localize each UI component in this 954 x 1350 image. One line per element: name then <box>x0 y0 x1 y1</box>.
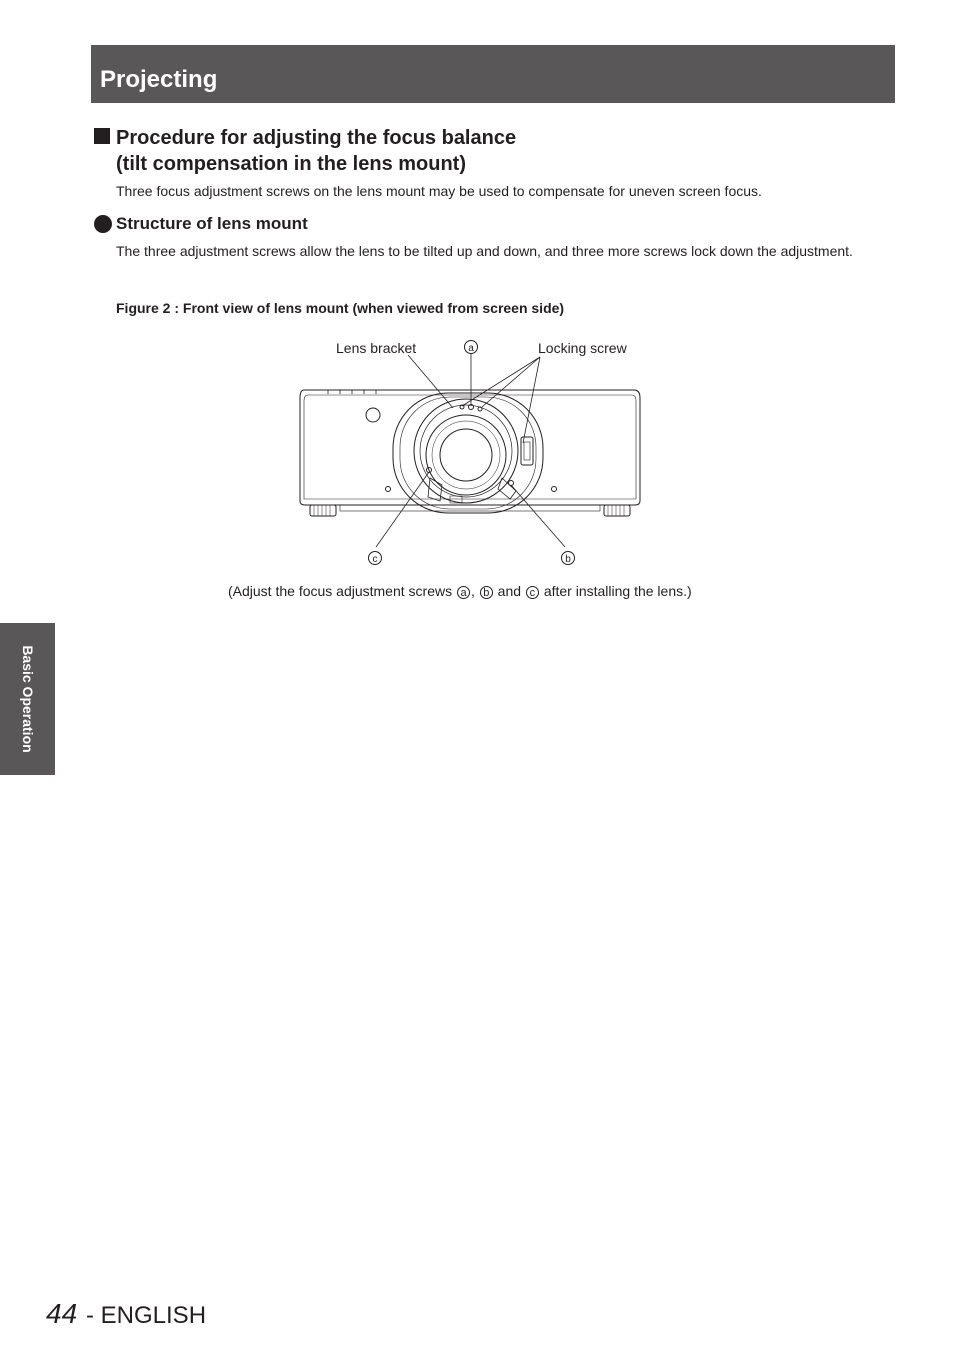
section-title <box>116 125 816 177</box>
note-and: and <box>497 583 522 599</box>
label-locking-screw: Locking screw <box>538 340 627 356</box>
label-lens-bracket: Lens bracket <box>336 340 417 356</box>
note-circled-c: c <box>526 586 539 599</box>
leader-c <box>376 472 429 547</box>
lens-latch <box>521 437 533 465</box>
label-b: b <box>565 554 571 565</box>
leader-lens-bracket <box>408 355 453 408</box>
leader-b <box>511 485 565 547</box>
section-title-line-1: Procedure for adjusting the focus balance <box>116 127 517 149</box>
figure-caption: Figure 2 : Front view of lens mount (when viewed from screen side) <box>116 300 565 316</box>
top-vents <box>328 390 376 394</box>
projector-inner-outline <box>304 395 636 499</box>
section-header-bar <box>91 45 895 103</box>
sensor-circle <box>366 408 380 422</box>
note-prefix: (Adjust the focus adjustment screws <box>228 583 453 599</box>
subsection-title: Structure of lens mount <box>116 214 308 233</box>
page-title: Projecting <box>100 66 218 93</box>
section-intro: Three focus adjustment screws on the lens mount may be used to compensate for uneven screen focus. <box>116 183 762 199</box>
page-number: 44 <box>46 1298 78 1329</box>
small-dot-left <box>386 487 391 492</box>
side-tab-label: Basic Operation <box>19 645 36 753</box>
label-c: c <box>372 554 378 565</box>
lens-inner <box>440 429 492 481</box>
side-tab-basic-operation <box>0 623 55 775</box>
screw-top-2 <box>478 407 482 411</box>
subsection-text: The three adjustment screws allow the lens to be tilted up and down, and three more screws lock down the adjustment. <box>116 243 853 259</box>
tab-lower-left <box>428 478 442 501</box>
projector-body <box>300 390 640 505</box>
note-circled-a: a <box>457 586 470 599</box>
small-dot-right <box>552 487 557 492</box>
lens-mount-figure <box>290 333 660 573</box>
note-suffix: after installing the lens.) <box>543 583 692 599</box>
label-a: a <box>468 343 474 354</box>
section-square-icon <box>94 128 110 144</box>
section-title-line-2: (tilt compensation in the lens mount) <box>116 153 466 175</box>
lens-mount-diagram <box>290 333 660 573</box>
page-language: - ENGLISH <box>86 1302 207 1329</box>
bottom-bar <box>340 505 600 511</box>
adjust-note: (Adjust the focus adjustment screws a , b and c after installing the lens.) <box>228 583 692 599</box>
bullet-circle-icon <box>94 215 112 233</box>
leader-lock-2 <box>462 357 540 406</box>
note-circled-b: b <box>480 586 493 599</box>
